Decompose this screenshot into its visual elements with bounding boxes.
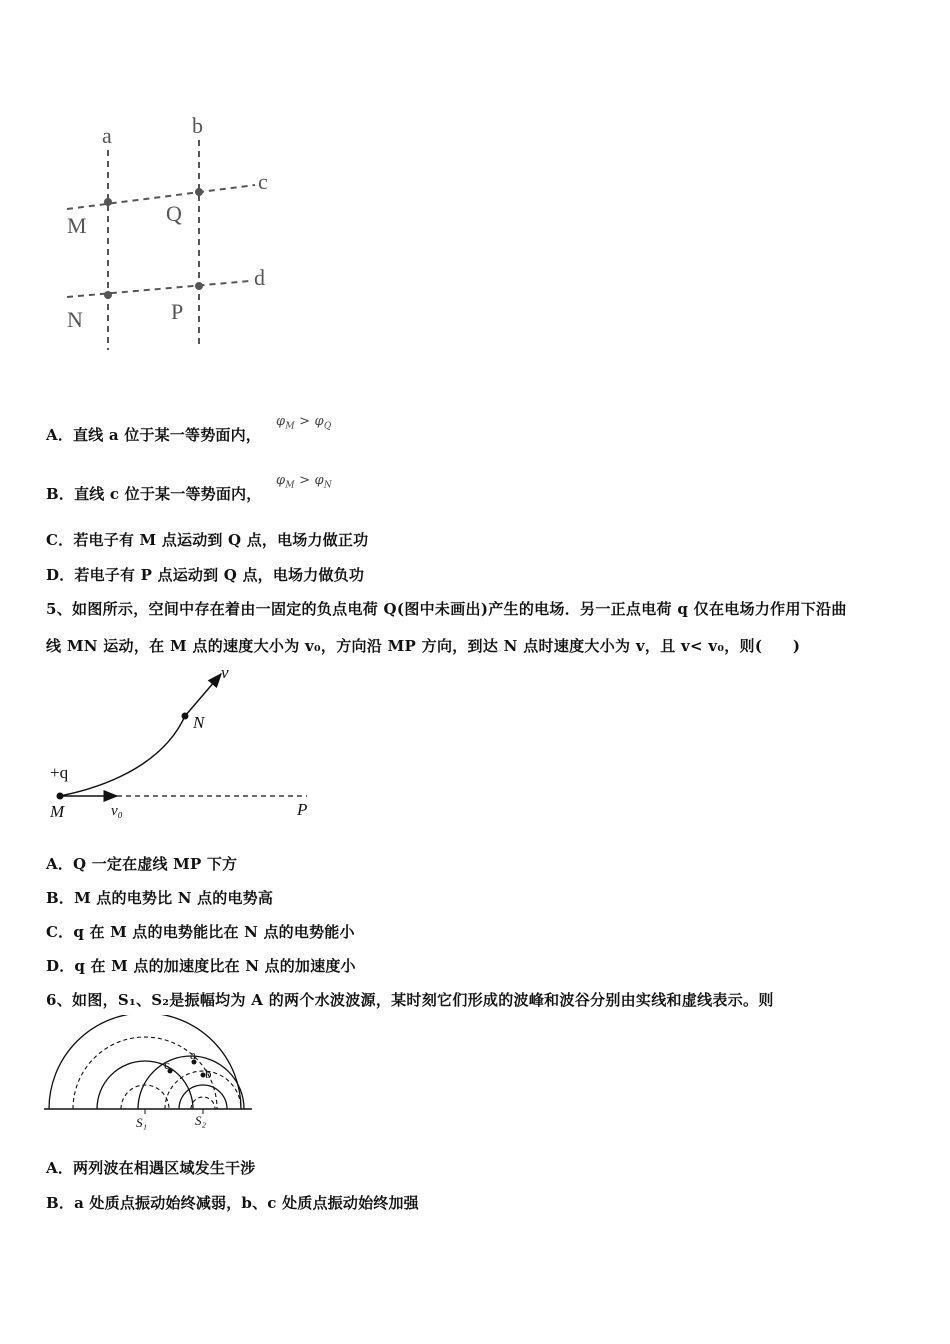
option-6A: A．两列波在相遇区域发生干涉 <box>46 1159 256 1177</box>
point-M <box>57 793 64 800</box>
option-4D: D．若电子有 P 点运动到 Q 点，电场力做负功 <box>46 566 365 584</box>
label-plus-q: +q <box>50 763 69 782</box>
label-M: M <box>67 213 87 238</box>
label-v0: v₀ <box>111 803 123 819</box>
option-5B: B．M 点的电势比 N 点的电势高 <box>46 889 274 907</box>
s2-crest-outer <box>138 1056 244 1109</box>
s1-trough-inner <box>121 1085 169 1109</box>
question-6-stem: 6、如图，S₁、S₂是振幅均为 A 的两个水波波源，某时刻它们形成的波峰和波谷分别由实线和虚线表示。则 <box>46 991 774 1009</box>
option-6B: B．a 处质点振动始终减弱，b、c 处质点振动始终加强 <box>46 1194 419 1212</box>
label-P: P <box>171 299 184 324</box>
figure-equipotential-lines <box>55 105 295 365</box>
point-N <box>182 713 189 720</box>
label-c: c <box>164 1057 170 1072</box>
question-5-line2: 线 MN 运动，在 M 点的速度大小为 v₀，方向沿 MP 方向，到达 N 点时速度大小为 v，且 v< v₀，则( ) <box>46 637 801 655</box>
option-4A-formula: $\varphi_M > \varphi_Q$ <box>276 414 332 432</box>
label-d: d <box>254 265 265 290</box>
label-v: v <box>221 663 229 682</box>
label-a: a <box>102 123 112 148</box>
label-a: a <box>190 1047 196 1062</box>
option-4A-text: A．直线 a 位于某一等势面内， <box>46 426 262 444</box>
label-S2: S₂ <box>195 1113 207 1128</box>
option-5D: D．q 在 M 点的加速度比在 N 点的加速度小 <box>46 957 356 975</box>
figure-trajectory <box>45 660 335 825</box>
option-5A: A．Q 一定在虚线 MP 下方 <box>46 855 238 873</box>
label-Q: Q <box>166 201 182 226</box>
label-P: P <box>297 800 308 819</box>
line-d <box>67 281 250 297</box>
label-M: M <box>50 802 65 821</box>
label-N: N <box>67 307 83 332</box>
s1-crest-outer <box>49 1015 241 1109</box>
question-5-line1: 5、如图所示，空间中存在着由一固定的负点电荷 Q(图中未画出)产生的电场．另一正点电荷 q 仅在电场力作用下沿曲 <box>46 600 847 618</box>
label-b: b <box>192 113 203 138</box>
point-N <box>104 291 112 299</box>
s2-trough-inner <box>191 1097 215 1109</box>
option-4B-formula: $\varphi_M > \varphi_N$ <box>276 473 332 491</box>
option-4B-text: B．直线 c 位于某一等势面内， <box>46 485 262 503</box>
line-c <box>67 185 255 209</box>
point-P <box>195 282 203 290</box>
option-4C: C．若电子有 M 点运动到 Q 点，电场力做正功 <box>46 531 369 549</box>
trajectory-curve <box>60 674 221 796</box>
label-c: c <box>258 169 268 194</box>
s2-crest-inner <box>179 1085 227 1109</box>
option-5C: C．q 在 M 点的电势能比在 N 点的电势能小 <box>46 923 355 941</box>
option-4A <box>46 414 332 445</box>
figure-wave-sources <box>40 1015 260 1135</box>
label-S1: S₁ <box>136 1115 148 1130</box>
point-Q <box>195 188 203 196</box>
label-N: N <box>193 713 205 732</box>
option-4B <box>46 473 332 504</box>
label-b: b <box>205 1066 212 1081</box>
point-M <box>104 198 112 206</box>
